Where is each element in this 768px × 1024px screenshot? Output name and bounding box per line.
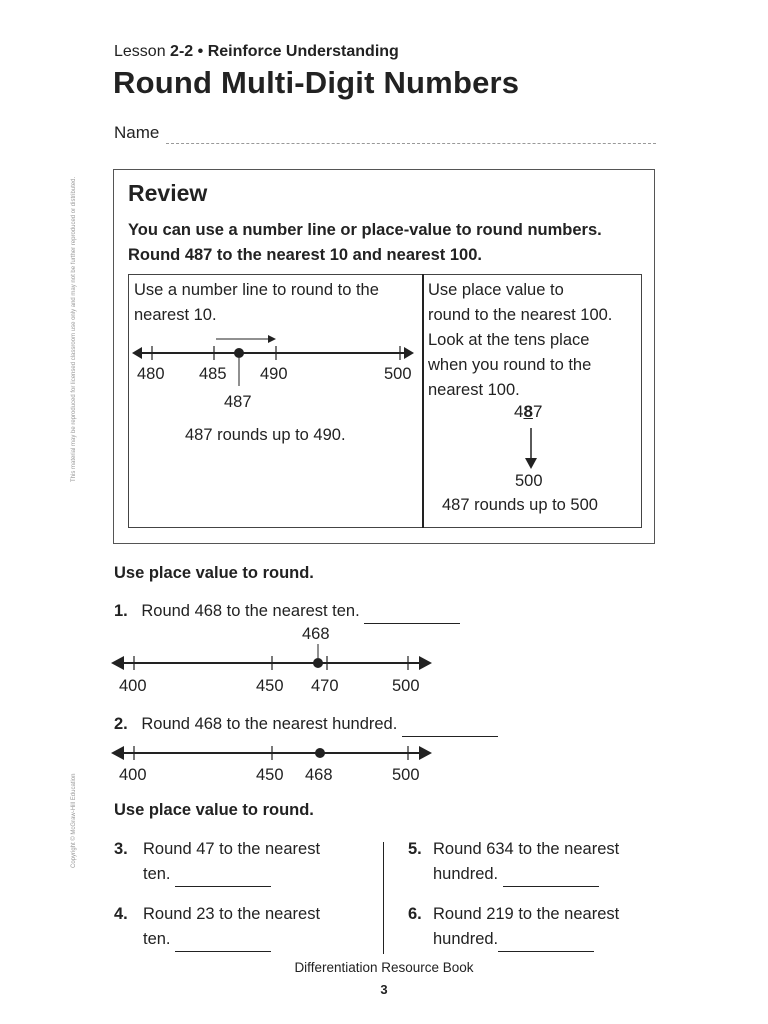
question-text: ten. — [143, 930, 171, 948]
review-line-2: Round 487 to the nearest 10 and nearest 100. — [128, 246, 482, 264]
question-number: 4. — [114, 905, 128, 923]
tick-label: 500 — [384, 365, 412, 383]
down-arrow-icon — [524, 428, 538, 470]
question-number: 2. — [114, 715, 128, 733]
point-label: 468 — [302, 625, 330, 643]
left-text-2: nearest 10. — [134, 306, 217, 324]
question-text: ten. — [143, 865, 171, 883]
right-text-2: round to the nearest 100. — [428, 306, 613, 324]
tick-label: 480 — [137, 365, 165, 383]
question-number: 5. — [408, 840, 422, 858]
tick-label: 450 — [256, 677, 284, 695]
right-text-1: Use place value to — [428, 281, 564, 299]
point-marker — [315, 748, 325, 758]
lesson-word: Lesson — [114, 43, 166, 60]
question-text: Round 23 to the nearest — [143, 905, 321, 923]
tick-label: 485 — [199, 365, 227, 383]
review-title: Review — [128, 180, 208, 206]
footer-book-title: Differentiation Resource Book — [294, 960, 474, 975]
answer-blank[interactable] — [175, 935, 271, 952]
point-marker — [313, 658, 323, 668]
lesson-bullet: • — [197, 43, 204, 60]
ones-digit: 7 — [532, 402, 543, 421]
lesson-type: Reinforce Understanding — [207, 43, 399, 60]
answer-blank[interactable] — [503, 870, 599, 887]
name-field[interactable] — [166, 143, 656, 144]
question-text: Round 219 to the nearest — [433, 905, 620, 923]
name-label: Name — [114, 123, 160, 142]
tick-label: 468 — [305, 766, 333, 784]
question-number: 1. — [114, 602, 128, 620]
question-5 — [408, 837, 619, 887]
question-number: 3. — [114, 840, 128, 858]
question-text: Round 47 to the nearest — [143, 840, 321, 858]
section-heading: Use place value to round. — [114, 801, 314, 819]
copyright-note-top: This material may be reproduced for licensed classroom use only and may not be further reproduced or distributed. — [71, 176, 77, 482]
hundreds-digit: 4 — [514, 402, 524, 421]
question-number: 6. — [408, 905, 422, 923]
right-text-5: nearest 100. — [428, 381, 520, 399]
question-3 — [114, 837, 320, 887]
tick-label: 450 — [256, 766, 284, 784]
page-title: Round Multi-Digit Numbers — [113, 65, 520, 100]
tens-digit: 8 — [523, 402, 533, 421]
right-example-text — [428, 278, 638, 403]
question-text: hundred. — [433, 865, 499, 883]
left-result: 487 rounds up to 490. — [185, 426, 346, 444]
tick-label: 500 — [392, 766, 420, 784]
question-4 — [114, 902, 320, 952]
section-heading: Use place value to round. — [114, 564, 314, 582]
question-text: Round 634 to the nearest — [433, 840, 620, 858]
copyright-note-bottom: Copyright © McGraw-Hill Education — [71, 773, 77, 868]
arrow-right-icon — [404, 347, 414, 359]
tick-label: 500 — [392, 677, 420, 695]
question-text: Round 468 to the nearest hundred. — [141, 715, 398, 733]
rounded-value: 500 — [515, 472, 543, 490]
arrow-left-icon — [111, 746, 124, 760]
left-text-1: Use a number line to round to the — [134, 281, 379, 299]
review-line-1: You can use a number line or place-value to round numbers. — [128, 221, 602, 239]
place-value-digits — [514, 402, 542, 422]
arrow-left-icon — [111, 656, 124, 670]
arrow-right-icon — [419, 656, 432, 670]
review-intro — [128, 218, 648, 268]
right-result: 487 rounds up to 500 — [442, 496, 598, 514]
tick-label: 490 — [260, 365, 288, 383]
point-marker — [234, 348, 244, 358]
lesson-label — [114, 43, 399, 61]
arrow-left-icon — [132, 347, 142, 359]
tick-label: 400 — [119, 766, 147, 784]
right-text-4: when you round to the — [428, 356, 592, 374]
question-6 — [408, 902, 619, 952]
tick-label: 400 — [119, 677, 147, 695]
question-text: hundred. — [433, 930, 499, 948]
review-divider — [422, 274, 424, 528]
point-label: 487 — [224, 393, 252, 411]
page-number: 3 — [380, 982, 388, 997]
column-divider — [383, 842, 384, 954]
answer-blank[interactable] — [175, 870, 271, 887]
answer-blank[interactable] — [364, 607, 460, 624]
tick-label: 470 — [311, 677, 339, 695]
question-1 — [114, 599, 460, 624]
lesson-code: 2-2 — [170, 43, 194, 60]
answer-blank[interactable] — [498, 935, 594, 952]
left-example-text — [134, 278, 379, 328]
arrow-right-icon — [419, 746, 432, 760]
question-text: Round 468 to the nearest ten. — [141, 602, 360, 620]
right-text-3: Look at the tens place — [428, 331, 590, 349]
